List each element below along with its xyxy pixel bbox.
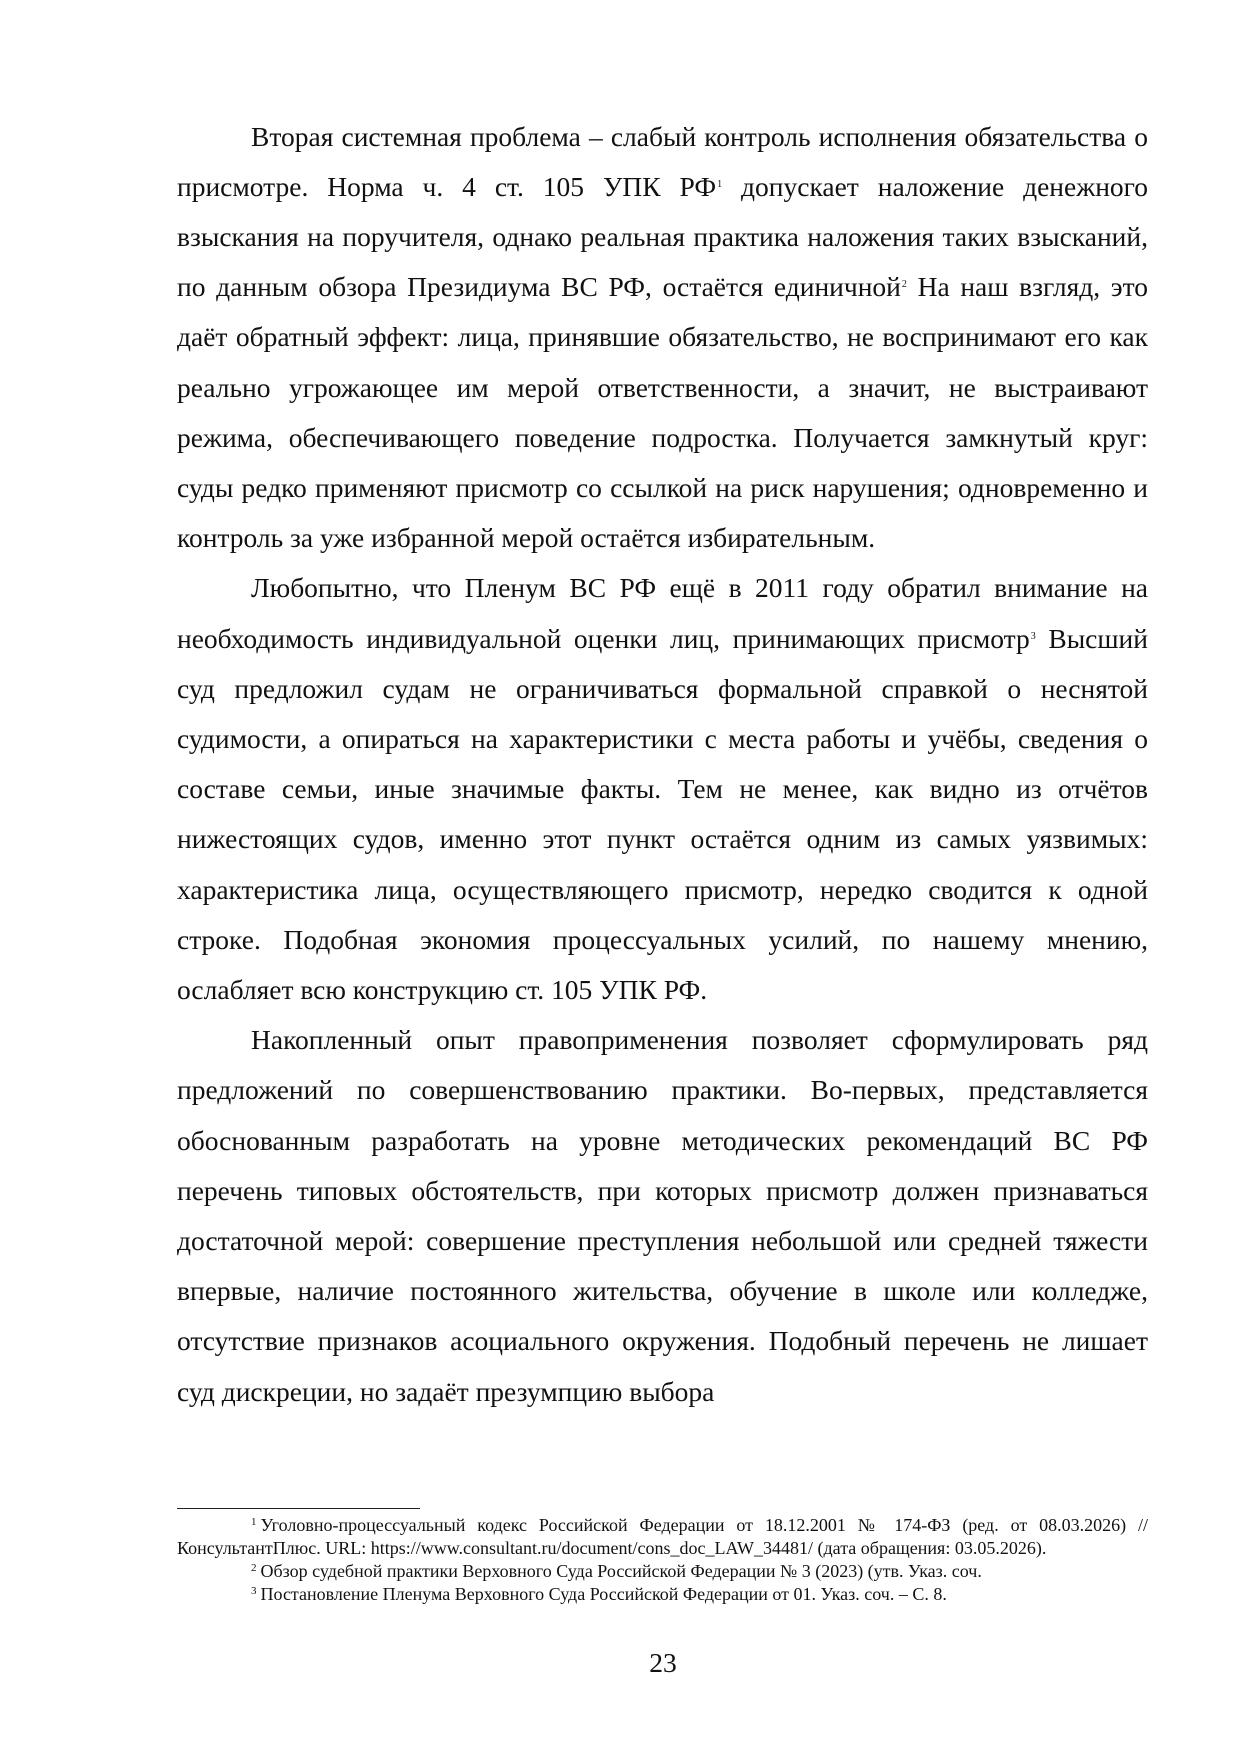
footnote-number: 2 [251,1561,257,1574]
paragraph [177,563,1148,1015]
paragraph-text: Любопытно, что Пленум ВС РФ ещё в 2011 году обратил внимание на необходимость индивидуальной оценки лиц, принимающих присмотр [177,572,1148,654]
footnote [177,1514,1148,1560]
footnote-reference: 1 [717,178,723,190]
footnote-reference: 2 [901,279,907,291]
footnote [177,1583,1148,1606]
paragraph-text: Высший суд предложил судам не ограничиваться формальной справкой о неснятой судимости, а опираться на характеристики с места работы и учёбы, сведения о составе семьи, иные значимые факты. Тем не менее, как видно из отчётов нижестоящих судов, именно этот пункт остаётся одним из самых уязвимых: характеристика лица, осуществляющего присмотр, нередко сводится к одной строке. Подобная экономия процессуальных усилий, по нашему мнению, ослабляет всю конструкцию ст. 105 УПК РФ. [177,622,1148,1005]
footnote-text: Обзор судебной практики Верховного Суда Российской Федерации № 3 (2023) (утв. Указ. соч. [260,1561,982,1581]
paragraph-text: Вторая системная проблема – слабый контроль исполнения обязательства о присмотре. Норма ч. 4 ст. 105 УПК РФ [177,120,1148,202]
footnote-text: Уголовно-процессуальный кодекс Российской Федерации от 18.12.2001 № 174-ФЗ (ред. от 08.03.2026) // КонсультантПлюс. URL: https://www.consultant.ru/document/cons_doc_LAW_34481/ (дата обращения: 03.05.2026). [177,1515,1148,1558]
paragraph [177,112,1148,564]
footnote [177,1560,1148,1583]
paragraph-text: допускает наложение денежного взыскания на поручителя, однако реальная практика наложения таких взысканий, по данным обзора Президиума ВС РФ, остаётся единичной [177,170,1149,303]
footnote-text: Постановление Пленума Верховного Суда Российской Федерации от 01. Указ. соч. – С. 8. [260,1584,947,1604]
paragraph-text: На наш взгляд, это даёт обратный эффект: лица, принявшие обязательство, не воспринимают его как реально угрожающее им мерой ответственности, а значит, не выстраивают режима, обеспечивающего поведение подростка. Получается замкнутый круг: суды редко применяют присмотр со ссылкой на риск нарушения; одновременно и контроль за уже избранной мерой остаётся избирательным. [177,271,1148,554]
footnote-number: 1 [251,1515,257,1528]
page-number: 23 [649,1647,677,1678]
footnotes [177,1514,1148,1606]
paragraph-text: Накопленный опыт правоприменения позволяет сформулировать ряд предложений по совершенствованию практики. Во-первых, представляется обоснованным разработать на уровне методических рекомендаций ВС РФ перечень типовых обстоятельств, при которых присмотр должен признаваться достаточной мерой: совершение преступления небольшой или средней тяжести впервые, наличие постоянного жительства, обучение в школе или колледже, отсутствие признаков асоциального окружения. Подобный перечень не лишает суд дискреции, но задаёт презумпцию выбора [177,1024,1148,1407]
main-text [177,112,1148,1417]
footnote-number: 3 [251,1584,257,1597]
paragraph [177,1015,1148,1417]
footnote-separator [177,1508,420,1509]
footnote-reference: 3 [1030,630,1036,642]
